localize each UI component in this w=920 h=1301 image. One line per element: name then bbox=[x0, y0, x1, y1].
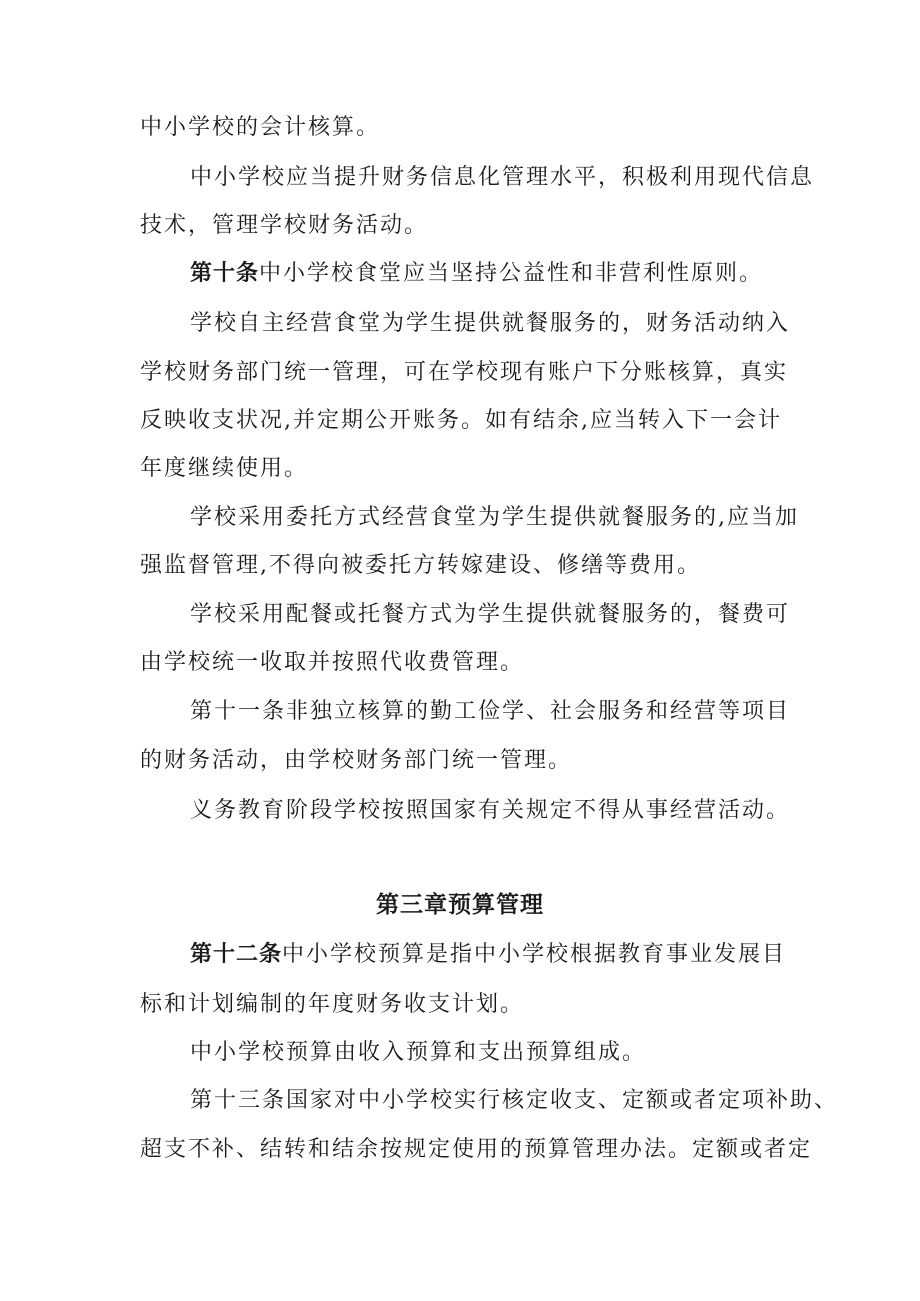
text-line-1: 中小学校的会计核算。 bbox=[140, 115, 381, 140]
text-line-9: 学校采用委托方式经营食堂为学生提供就餐服务的,应当加 bbox=[190, 505, 799, 530]
text-line-11: 学校采用配餐或托餐方式为学生提供就餐服务的，餐费可 bbox=[190, 602, 791, 627]
text-line-10: 强监督管理,不得向被委托方转嫁建设、修缮等费用。 bbox=[140, 553, 701, 578]
text-line-6: 学校财务部门统一管理，可在学校现有账户下分账核算，真实 bbox=[140, 360, 789, 385]
article-12-label: 第十二条 bbox=[190, 942, 283, 967]
article-12-paragraph bbox=[190, 940, 786, 970]
text-line-19: 第十三条国家对中小学校实行核定收支、定额或者定项补助、 bbox=[190, 1088, 839, 1113]
text-line-14: 的财务活动，由学校财务部门统一管理。 bbox=[140, 748, 573, 773]
text-line-18: 中小学校预算由收入预算和支出预算组成。 bbox=[190, 1040, 647, 1065]
article-10-text: 中小学校食堂应当坚持公益性和非营利性原则。 bbox=[259, 261, 764, 286]
chapter-heading: 第三章预算管理 bbox=[376, 892, 544, 918]
text-line-7: 反映收支状况,并定期公开账务。如有结余,应当转入下一会计 bbox=[140, 408, 782, 433]
text-line-3: 技术，管理学校财务活动。 bbox=[140, 213, 429, 238]
text-line-15: 义务教育阶段学校按照国家有关规定不得从事经营活动。 bbox=[190, 798, 791, 823]
text-line-8: 年度继续使用。 bbox=[140, 456, 309, 481]
text-line-12: 由学校统一收取并按照代收费管理。 bbox=[140, 650, 525, 675]
article-10-label: 第十条 bbox=[190, 261, 260, 286]
text-line-20: 超支不补、结转和结余按规定使用的预算管理办法。定额或者定 bbox=[140, 1137, 813, 1162]
article-12-text: 中小学校预算是指中小学校根据教育事业发展目 bbox=[282, 942, 787, 967]
text-line-17: 标和计划编制的年度财务收支计划。 bbox=[140, 992, 525, 1017]
text-line-5: 学校自主经营食堂为学生提供就餐服务的，财务活动纳入 bbox=[190, 311, 791, 336]
text-line-13: 第十一条非独立核算的勤工俭学、社会服务和经营等项目 bbox=[190, 699, 791, 724]
text-line-2: 中小学校应当提升财务信息化管理水平，积极利用现代信息 bbox=[190, 165, 815, 190]
article-10-paragraph bbox=[190, 259, 763, 289]
